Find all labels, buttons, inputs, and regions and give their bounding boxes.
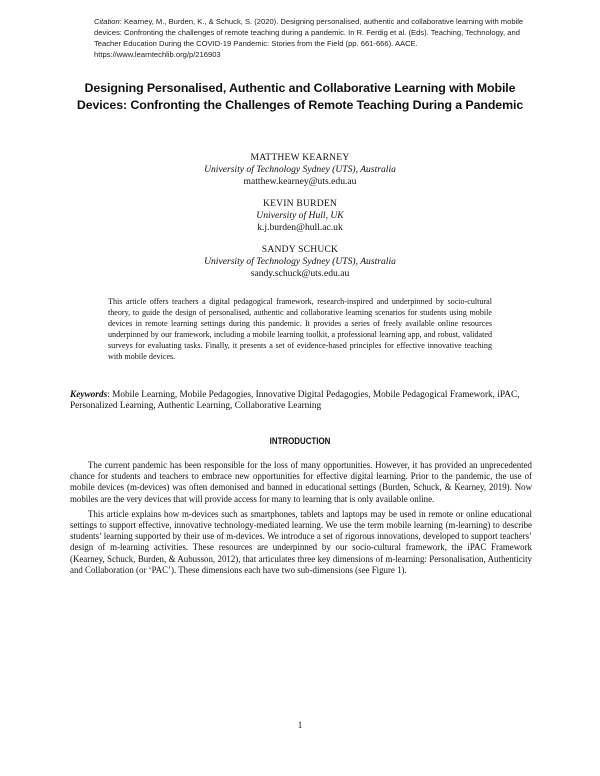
abstract: This article offers teachers a digital pedagogical framework, research-inspired and underpinned by socio-cultural theory, to guide the design of personalised, authentic and collaborative learning scenarios for students using mobile devices in remote learning settings during this pandemic. It provides a series of freely available online resources underpinned by our framework, including a mobile learning toolkit, a professional learning app, and robust, validated surveys for evaluating tasks. Finally, it presents a set of evidence-based principles for effective innovative teaching with mobile devices. (108, 297, 492, 362)
author-block (100, 198, 500, 234)
author-block (100, 152, 500, 188)
author-name: SANDY SCHUCK (261, 244, 339, 255)
author-email: matthew.kearney@uts.edu.au (243, 176, 357, 187)
author-list (100, 152, 500, 290)
author-name: KEVIN BURDEN (262, 198, 338, 209)
author-email: sandy.schuck@uts.edu.au (250, 268, 350, 279)
author-affiliation: University of Technology Sydney (UTS), Australia (204, 256, 396, 267)
citation-label: Citation (94, 17, 120, 26)
section-heading: INTRODUCTION (269, 436, 331, 446)
paper-title: Designing Personalised, Authentic and Collaborative Learning with Mobile Devices: Confronting the Challenges of Remote Teaching During a Pandemic (76, 81, 524, 112)
paragraph: The current pandemic has been responsible for the loss of many opportunities. However, it has provided an unprecedented chance for students and teachers to embrace new opportunities for effective digital learning. Prior to the pandemic, the use of mobile devices (m-devices) was often demonised and banned in educational settings (Burden, Schuck, & Kearney, 2019). Now mobiles are the very devices that will provide access for many to learning that is only available online. (70, 460, 532, 504)
keywords-text: : Mobile Learning, Mobile Pedagogies, Innovative Digital Pedagogies, Mobile Pedagogical Framework, iPAC, Personalized Learning, Authentic Learning, Collaborative Learning (70, 390, 520, 412)
body-text (70, 460, 532, 580)
author-block (100, 244, 500, 280)
citation-text: : Kearney, M., Burden, K., & Schuck, S. (2020). Designing personalised, authentic and collaborative learning with mobile devices: Confronting the challenges of remote teaching during a pandemic. In R. Ferdig et al. (Eds). Teaching, Technology, and Teacher Education During the COVID-19 Pandemic: Stories from the Field (pp. 661-666). AACE. https://www.learntechlib.org/p/216903 (94, 17, 524, 59)
author-affiliation: University of Hull, UK (256, 210, 344, 221)
keywords-label: Keywords (70, 390, 108, 400)
page-number: 1 (297, 720, 303, 730)
keywords (70, 390, 532, 413)
author-affiliation: University of Technology Sydney (UTS), Australia (204, 164, 396, 175)
citation (94, 16, 524, 60)
paragraph: This article explains how m-devices such as smartphones, tablets and laptops may be used in remote or online educational settings to support effective, innovative technology-mediated learning. We use the term mobile learning (m-learning) to describe students’ learning supported by their use of m-devices. We introduce a set of rigorous innovations, developed to support teachers’ design of m-learning activities. These resources are underpinned by our socio-cultural framework, the iPAC Framework (Kearney, Schuck, Burden, & Aubusson, 2012), that articulates three key dimensions of m-learning: Personalisation, Authenticity and Collaboration (or ‘PAC’). These dimensions each have two sub-dimensions (see Figure 1). (70, 508, 532, 575)
author-name: MATTHEW KEARNEY (250, 152, 350, 163)
author-email: k.j.burden@hull.ac.uk (257, 222, 343, 233)
